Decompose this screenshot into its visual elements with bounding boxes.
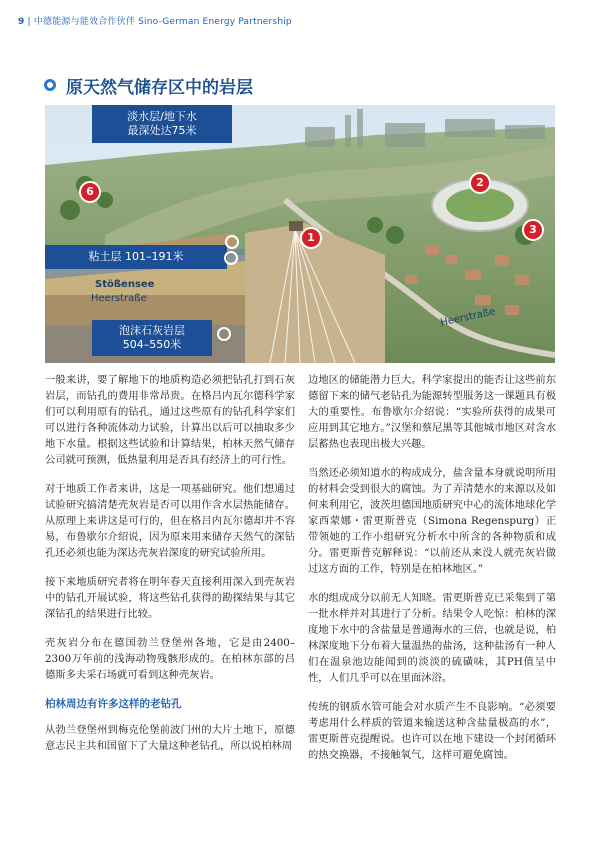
clay-layer-label: [45, 245, 227, 269]
right-paragraph-1: 边地区的储能潜力巨大。科学家提出的能否让这些前东德留下来的储气老钻孔为能源转型服务这一课题具有极大的重要性。布鲁歇尔介绍说：“实验所获得的成果可应用到其它地方。”汉堡和蔡尼黑等其他城市地区对含水层蓄热也表现出极大兴趣。: [308, 374, 556, 450]
right-paragraph-3: 水的组成成分以前无人知晓。雷更斯普克已采集到了第一批水样并对其进行了分析。结果令人吃惊：柏林的深度地下水中的含盐量是普通海水的三倍，也就是说，柏林深度地下分布着大量温热的盐汤，这种盐汤有一种人们在温泉池边能闻到的淡淡的硫磺味，其PH值呈中性，人们几乎可以在里面沐浴。: [308, 592, 556, 684]
page-header: [18, 14, 292, 27]
clay-depth-marker: [224, 251, 238, 265]
location-badge-3: 3: [522, 219, 544, 241]
header-separator: |: [27, 17, 31, 27]
freshwater-label-line1: 淡水层/地下水: [127, 110, 197, 123]
geology-illustration: [45, 105, 555, 363]
right-paragraph-2: 当然还必须知道水的构成成分，盐含量本身就说明所用的材料会受到很大的腐蚀。为了弄清楚水的来源以及如何来利用它，波茨坦德国地质研究中心的流体地球化学家西蒙娜・雷更斯普克（Simona Regenspurg）正带领她的工作小组研究分析水中所含的各种物质和成分。雷更斯普克解释说：“以前还从来没人就壳灰岩做过这方面的工作，特别是在柏林地区。”: [308, 467, 556, 575]
sandstone-depth-marker: [217, 327, 231, 341]
right-text-column: [308, 372, 556, 776]
section-heading: [44, 73, 253, 97]
sandstone-label-line2: 504–550米: [122, 338, 182, 351]
sandstone-label-line1: 泡沫石灰岩层: [119, 324, 185, 337]
ring-bullet-icon: [44, 79, 56, 91]
freshwater-layer-label: [92, 105, 232, 143]
right-paragraph-4: 传统的钢质水管可能会对水质产生不良影响。“必须要考虑用什么样质的管道来输送这种含盐量极高的水”，雷更斯普克提醒说。也许可以在地下建设一个封闭循环的热交换器，不接触氧气，这样可避免腐蚀。: [308, 701, 556, 761]
header-title: 中德能源与能效合作伙伴 Sino-German Energy Partnership: [33, 17, 292, 27]
street-label-stossensee: Stößensee: [95, 279, 155, 290]
left-paragraph-4: 壳灰岩分布在德国勃兰登堡州各地，它是由2400–2300万年前的浅海动物残骸形成的。在柏林东部的吕德斯多夫采石场就可看到这种壳灰岩。: [45, 637, 295, 681]
clay-label-text: 粘土层 101–191米: [88, 250, 184, 263]
left-paragraph-5: 从勃兰登堡州到梅克伦堡前波门州的大片土地下，原德意志民主共和国留下了大量这种老钻孔，所以说柏林周: [45, 724, 295, 752]
street-label-heerstrasse-right: Heerstraße: [439, 306, 497, 329]
left-paragraph-2: 对于地质工作者来讲，这是一项基础研究。他们想通过试验研究搞清楚壳灰岩是否可以用作含水层热能储存。从原理上来讲这是可行的，但在格吕内瓦尔德却并不容易，布鲁歇尔介绍说，因为原来用来储存天然气的深钻孔还必须也能为深达壳灰岩深度的研究试验所用。: [45, 483, 295, 559]
left-paragraph-3: 接下来地质研究者将在明年春天直接利用深入到壳灰岩中的钻孔开展试验，将这些钻孔获得的勘探结果与其它深钻孔的结果进行比较。: [45, 576, 295, 620]
freshwater-depth-marker: [225, 235, 239, 249]
subheading: 柏林周边有许多这样的老钻孔: [45, 698, 182, 710]
freshwater-label-line2: 最深处达75米: [127, 124, 197, 137]
sandstone-layer-label: [92, 320, 212, 356]
location-badge-6: 6: [79, 181, 101, 203]
left-text-column: [45, 372, 295, 767]
page-number: 9: [18, 17, 25, 27]
street-label-heerstrasse-left: Heerstraße: [91, 293, 147, 304]
left-paragraph-1: 一般来讲，要了解地下的地质构造必须把钻孔打到石灰岩层，而钻孔的费用非常昂贵。在格吕内瓦尔德科学家们可以利用原有的钻孔，通过这些原有的钻孔科学家们可以进行各种流体动力试验，计算出以后可以抽取多少地下水量。根据这些试验和计算结果，柏林天然气储存公司就可预测，低热量利用是否具有经济上的可行性。: [45, 374, 295, 466]
section-title: 原天然气储存区中的岩层: [66, 77, 253, 98]
location-badge-1: 1: [300, 227, 322, 249]
location-badge-2: 2: [469, 172, 491, 194]
